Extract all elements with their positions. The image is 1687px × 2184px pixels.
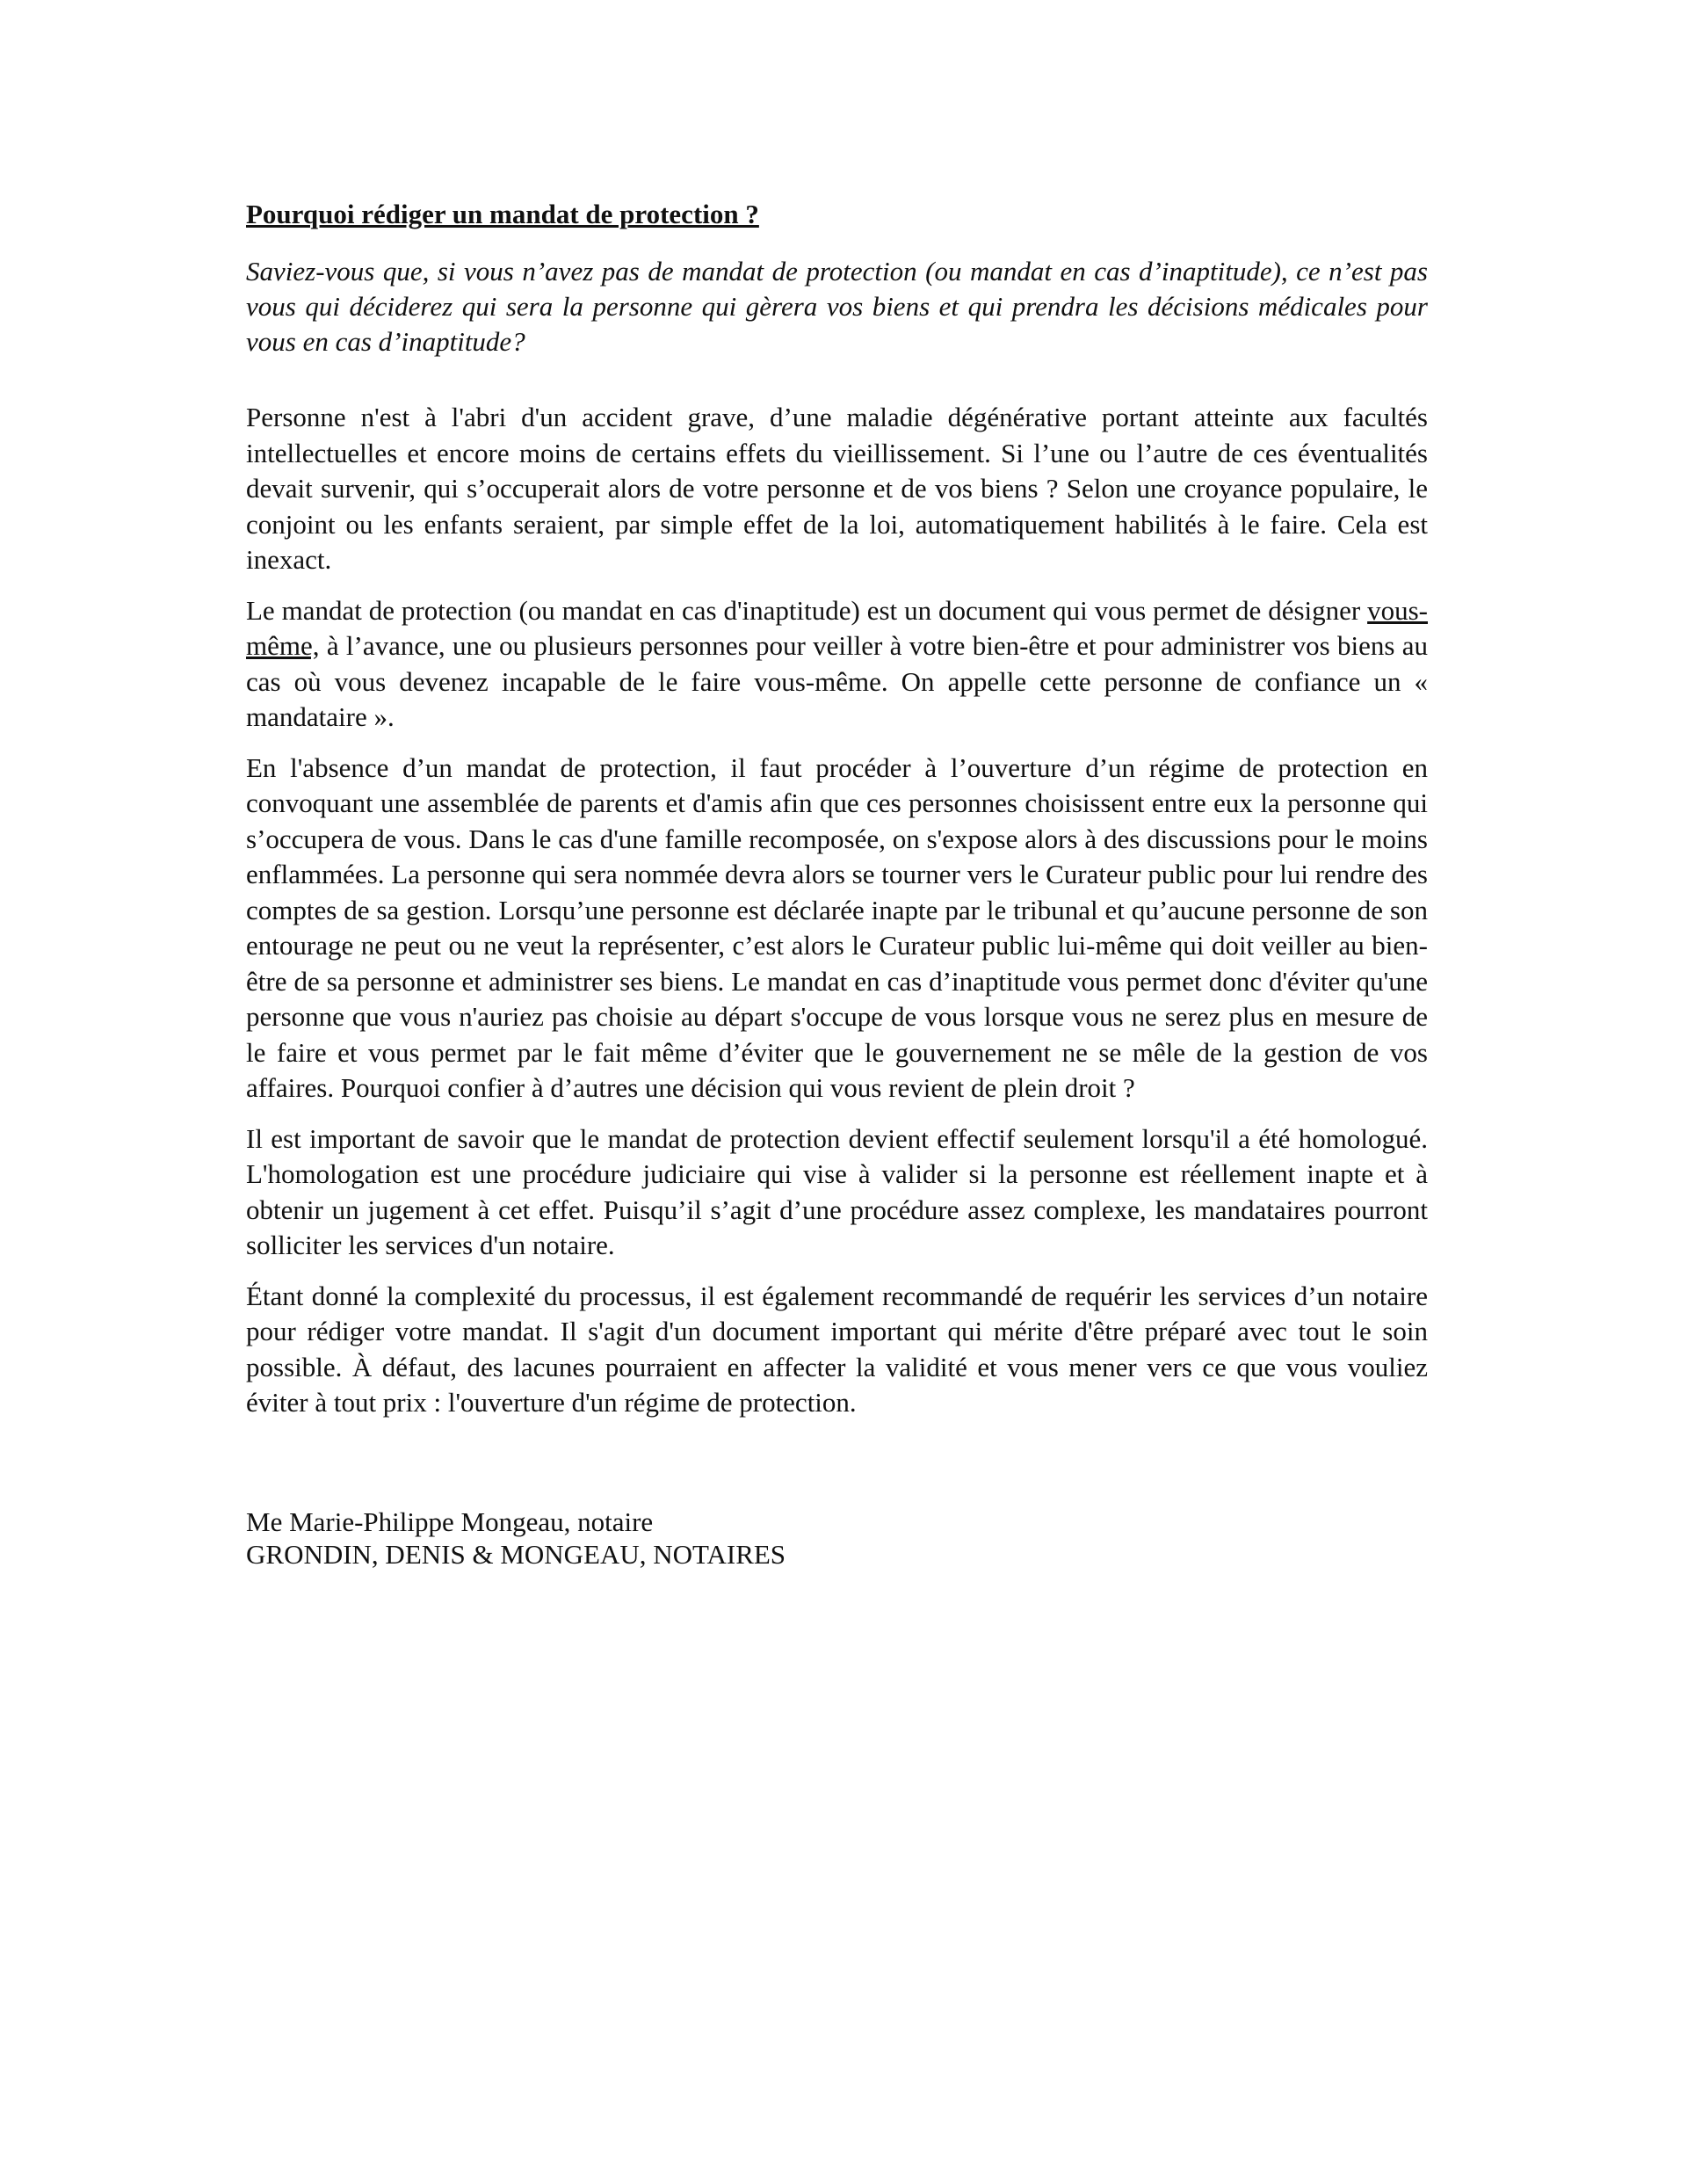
signature-firm: GRONDIN, DENIS & MONGEAU, NOTAIRES (246, 1538, 786, 1570)
paragraph-3: En l'absence d’un mandat de protection, il faut procéder à l’ouverture d’un régime de protection en convoquant une assemblée de parents et d'amis afin que ces personnes choisissent entre eux la personne qui s’occupera de vous. Dans le cas d'une famille recomposée, on s'expose alors à des discussions pour le moins enflammées. La personne qui sera nommée devra alors se tourner vers le Curateur public pour lui rendre des comptes de sa gestion. Lorsqu’une personne est déclarée inapte par le tribunal et qu’aucune personne de son entourage ne peut ou ne veut la représenter, c’est alors le Curateur public lui-même qui doit veiller au bien-être de sa personne et administrer ses biens. Le mandat en cas d’inaptitude vous permet donc d'éviter qu'une personne que vous n'auriez pas choisie au départ s'occupe de vous lorsque vous ne serez plus en mesure de le faire et vous permet par le fait même d’éviter que le gouvernement ne se mêle de la gestion de vos affaires. Pourquoi confier à d’autres une décision qui vous revient de plein droit ? (246, 751, 1428, 1103)
paragraph-1: Personne n'est à l'abri d'un accident grave, d’une maladie dégénérative portant atteinte aux facultés intellectuelles et encore moins de certains effets du vieillissement. Si l’une ou l’autre de ces éventualités devait survenir, qui s’occuperait alors de votre personne et de vos biens ? Selon une croyance populaire, le conjoint ou les enfants seraient, par simple effet de la loi, automatiquement habilités à le faire. Cela est inexact. (246, 402, 1428, 575)
signature-block (246, 1506, 1428, 1571)
paragraph-2-text-after: à l’avance, une ou plusieurs personnes pour veiller à votre bien-être et pour administrer vos biens au cas où vous devenez incapable de le faire vous-même. On appelle cette personne de confiance un « mandataire ». (246, 630, 1428, 732)
paragraph-5: Étant donné la complexité du processus, il est également recommandé de requérir les services d’un notaire pour rédiger votre mandat. Il s'agit d'un document important qui mérite d'être préparé avec tout le soin possible. À défaut, des lacunes pourraient en affecter la validité et vous mener vers ce que vous vouliez éviter à tout prix : l'ouverture d'un régime de protection. (246, 1280, 1428, 1418)
paragraph-4: Il est important de savoir que le mandat de protection devient effectif seulement lorsqu'il a été homologué. L'homologation est une procédure judiciaire qui vise à valider si la personne est réellement inapte et à obtenir un jugement à cet effet. Puisqu’il s’agit d’une procédure assez complexe, les mandataires pourront solliciter les services d'un notaire. (246, 1122, 1428, 1260)
paragraph-2-text-before: Le mandat de protection (ou mandat en cas d'inaptitude) est un document qui vous permet de désigner (246, 594, 1368, 626)
paragraph-2 (246, 593, 1428, 736)
intro-paragraph: Saviez-vous que, si vous n’avez pas de mandat de protection (ou mandat en cas d’inaptitude), ce n’est pas vous qui déciderez qui sera la personne qui gèrera vos biens et qui prendra les décisions médicales pour vous en cas d’inaptitude? (246, 256, 1428, 357)
document-page (246, 195, 1428, 1571)
signature-author: Me Marie-Philippe Mongeau, notaire (246, 1506, 654, 1537)
paragraph-2-underlined: vous-même, (246, 594, 1428, 661)
document-title: Pourquoi rédiger un mandat de protection ? (246, 199, 759, 229)
